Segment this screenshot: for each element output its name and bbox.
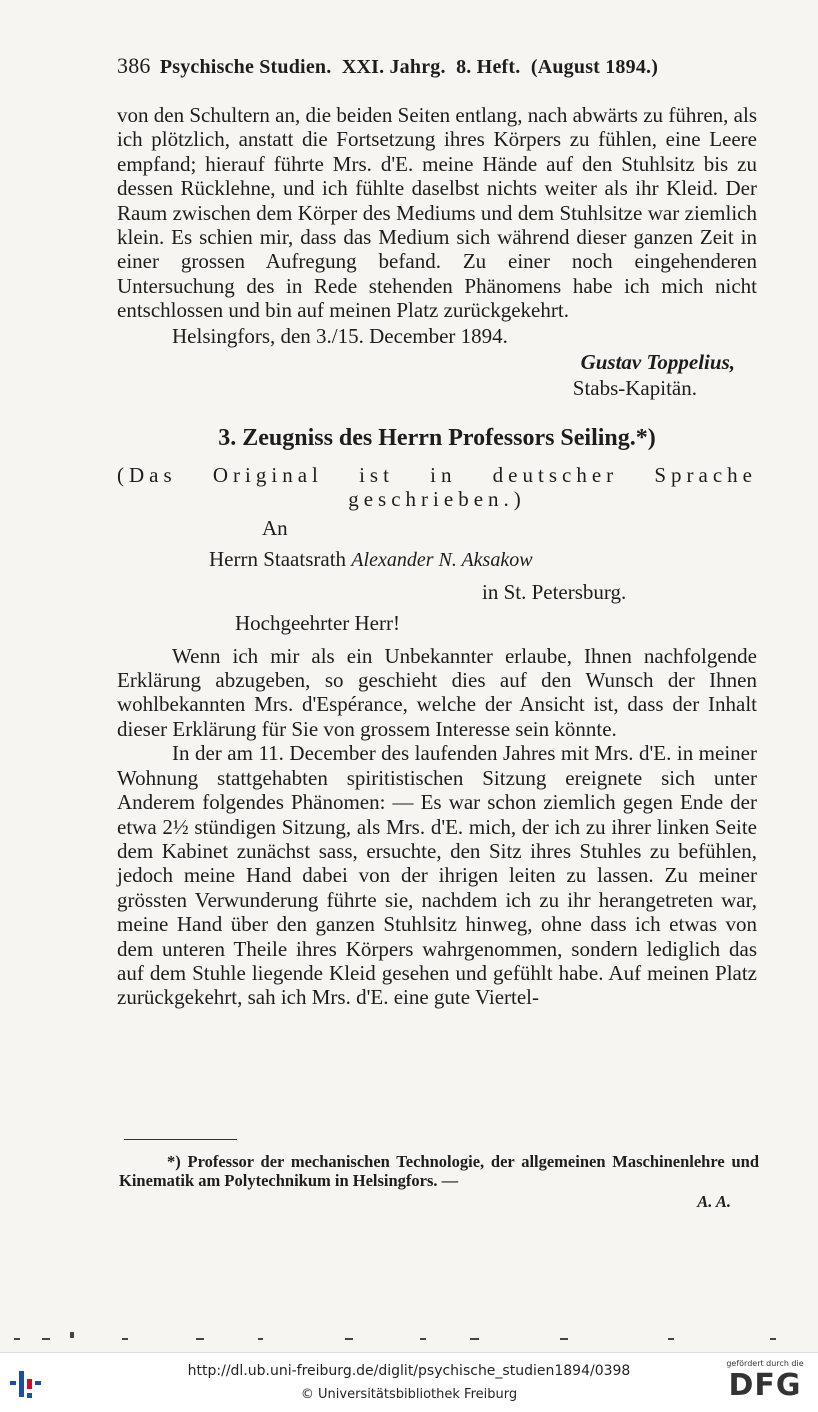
footnote bbox=[119, 1152, 759, 1211]
running-header bbox=[117, 52, 757, 81]
letter-paragraph-1: Wenn ich mir als ein Unbekannter erlaube, Ihnen nachfolgende Erklärung abzugeben, so geschieht dies auf den Wunsch der Ihnen wohlbekannten Mrs. d'Espérance, welche der Ansicht ist, dass der Inhalt dieser Erklärung für Sie von grossem Interesse sein könnte. bbox=[117, 643, 757, 741]
salutation-to: An bbox=[262, 515, 288, 540]
funder-tagline: gefördert durch die bbox=[726, 1359, 804, 1368]
letter-paragraph-2: In der am 11. December des laufenden Jahres mit Mrs. d'E. in meiner Wohnung stattgehabten spiritistischen Sitzung ereignete sich unter Anderem folgendes Phänomen: — Es war schon ziemlich gegen Ende der etwa 2½ stündigen Sitzung, als Mrs. d'E. mich, der ich zu ihrer linken Seite dem Kabinet zunächst sass, ersuchte, den Sitz ihres Stuhles zu befühlen, jedoch meine Hand dabei von der ihrigen leiten zu lassen. Zu meiner grössten Verwunderung führte sie, nachdem ich zu ihr herangetreten war, meine Hand über den ganzen Stuhlsitz hinweg, ohne dass ich etwas von dem unteren Theile ihres Körpers wahrgenommen, sondern lediglich das auf dem Stuhle liegende Kleid gesehen und gefühlt habe. Auf meinen Platz zurückgekehrt, sah ich Mrs. d'E. eine gute Viertel- bbox=[117, 741, 757, 1010]
viewer-footer bbox=[0, 1352, 818, 1412]
footnote-rule bbox=[124, 1139, 237, 1140]
copyright-notice: © Universitätsbibliothek Freiburg bbox=[300, 1387, 518, 1402]
footnote-signature: A. A. bbox=[697, 1192, 731, 1211]
section-note: (Das Original ist in deutscher Sprache geschrieben.) bbox=[117, 462, 757, 511]
addressee-name: Alexander N. Aksakow bbox=[351, 548, 533, 571]
section-title: 3. Zeugniss des Herrn Professors Seiling.*) bbox=[218, 424, 656, 451]
signature-name: Gustav Toppelius, bbox=[580, 349, 735, 374]
scan-edge-marks bbox=[0, 1326, 818, 1346]
addressee-city: in St. Petersburg. bbox=[482, 579, 627, 604]
addressee-prefix: Herrn Staatsrath bbox=[209, 546, 347, 571]
page-body bbox=[117, 103, 757, 1010]
place-date: Helsingfors, den 3./15. December 1894. bbox=[172, 323, 508, 348]
addressee bbox=[117, 543, 757, 576]
signature-rank: Stabs-Kapitän. bbox=[572, 375, 697, 400]
dfg-logo bbox=[722, 1359, 808, 1407]
page-number: 386 bbox=[117, 53, 151, 78]
running-title: Psychische Studien. XXI. Jahrg. 8. Heft. (August 1894.) bbox=[159, 56, 659, 78]
continuation-paragraph: von den Schultern an, die beiden Seiten entlang, nach abwärts zu führen, als ich plötzlich, anstatt die Fortsetzung ihres Körpers zu fühlen, eine Leere empfand; hierauf führte Mrs. d'E. meine Hände auf den Stuhlsitz bis zu dessen Rücklehne, und ich fühlte daselbst nichts weiter als ihr Kleid. Der Raum zwischen dem Körper des Mediums und dem Stuhlsitze war ziemlich klein. Es schien mir, dass das Medium sich während dieser ganzen Zeit in einer grossen Aufregung befand. Zu einer noch eingehenderen Untersuchung des in Rede stehenden Phänomens habe ich mich nicht entschlossen und bin auf meinen Platz zurückgekehrt. bbox=[117, 103, 757, 323]
footnote-text: *) Professor der mechanischen Technologie, der allgemeinen Maschinenlehre und Kinematik am Polytechnikum in Helsingfors. — bbox=[119, 1152, 759, 1190]
page-url-link[interactable]: http://dl.ub.uni-freiburg.de/diglit/psychische_studien1894/0398 bbox=[187, 1363, 631, 1379]
dfg-logo-text: DFG bbox=[728, 1368, 802, 1403]
greeting: Hochgeehrter Herr! bbox=[235, 610, 400, 635]
